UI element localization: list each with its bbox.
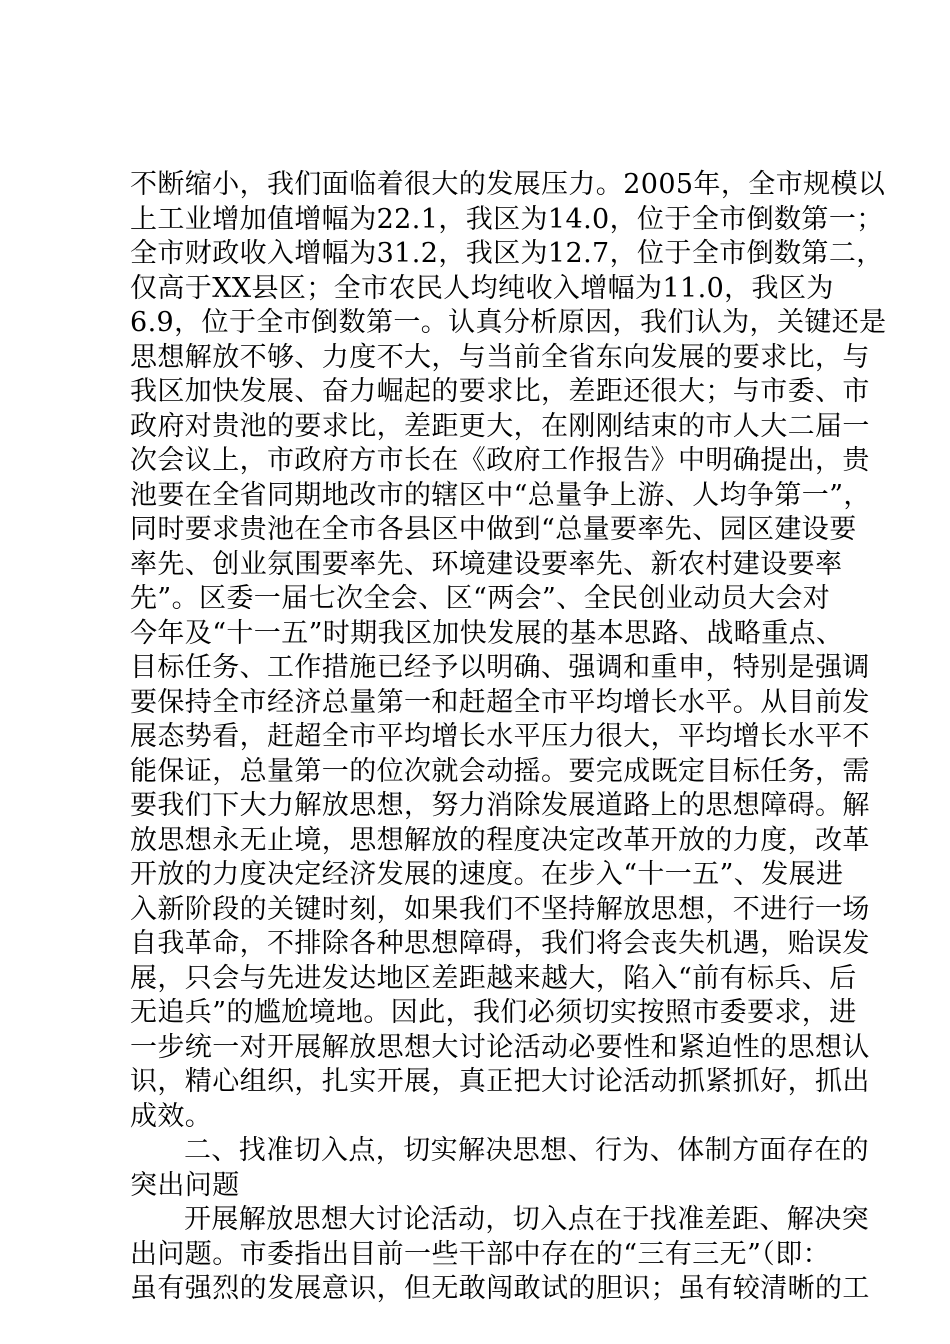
text-line: 仅高于XX县区；全市农民人均纯收入增幅为11.0，我区为 — [130, 272, 834, 304]
text-line: 率先、创业氛围要率先、环境建设要率先、新农村建设要率 — [130, 548, 843, 580]
text-line: 一步统一对开展解放思想大讨论活动必要性和紧迫性的思想认 — [130, 1031, 870, 1063]
text-line: 展态势看，赶超全市平均增长水平压力很大，平均增长水平不 — [130, 721, 870, 752]
text-line: 无追兵”的尴尬境地。因此，我们必须切实按照市委要求，进 — [130, 997, 857, 1028]
section-heading-line: 突出问题 — [130, 1169, 240, 1201]
text-line: 同时要求贵池在全市各县区中做到“总量要率先、园区建设要 — [130, 514, 857, 545]
text-line: 次会议上，市政府方市长在《政府工作报告》中明确提出，贵 — [130, 445, 870, 476]
text-line: 今年及“十一五”时期我区加快发展的基本思路、战略重点、 — [130, 617, 844, 649]
document-body — [130, 168, 887, 1307]
text-line: 入新阶段的关键时刻，如果我们不坚持解放思想，不进行一场 — [130, 893, 870, 925]
text-line: 先”。区委一届七次全会、区“两会”、全民创业动员大会对 — [130, 583, 831, 614]
text-line: 自我革命，不排除各种思想障碍，我们将会丧失机遇，贻误发 — [130, 928, 870, 959]
text-line: 上工业增加值增幅为22.1，我区为14.0，位于全市倒数第一； — [130, 203, 884, 235]
text-line: 池要在全省同期地改市的辖区中“总量争上游、人均争第一”， — [130, 479, 871, 511]
text-line: 展，只会与先进发达地区差距越来越大，陷入“前有标兵、后 — [130, 962, 857, 994]
text-line: 要保持全市经济总量第一和赶超全市平均增长水平。从目前发 — [130, 686, 870, 718]
text-line: 开展解放思想大讨论活动，切入点在于找准差距、解决突 — [184, 1204, 869, 1235]
text-line: 要我们下大力解放思想，努力消除发展道路上的思想障碍。解 — [130, 790, 870, 821]
text-line: 不断缩小，我们面临着很大的发展压力。2005年，全市规模以 — [130, 169, 886, 200]
text-line: 政府对贵池的要求比，差距更大，在刚刚结束的市人大二届一 — [130, 410, 870, 442]
text-line: 我区加快发展、奋力崛起的要求比，差距还很大；与市委、市 — [130, 376, 870, 407]
text-line: 开放的力度决定经济发展的速度。在步入“十一五”、发展进 — [130, 859, 844, 890]
text-line: 识，精心组织，扎实开展，真正把大讨论活动抓紧抓好，抓出 — [130, 1066, 870, 1097]
text-line: 全市财政收入增幅为31.2，我区为12.7，位于全市倒数第二， — [130, 238, 884, 269]
text-line: 目标任务、工作措施已经予以明确、强调和重申，特别是强调 — [130, 652, 870, 683]
text-line: 能保证，总量第一的位次就会动摇。要完成既定目标任务，需 — [130, 755, 870, 787]
text-line: 思想解放不够、力度不大，与当前全省东向发展的要求比，与 — [130, 341, 870, 373]
text-line: 出问题。市委指出目前一些干部中存在的“三有三无”（即： — [130, 1238, 830, 1270]
text-line: 6.9，位于全市倒数第一。认真分析原因，我们认为，关键还是 — [130, 307, 887, 338]
text-line: 成效。 — [130, 1100, 213, 1132]
section-heading-line: 二、找准切入点，切实解决思想、行为、体制方面存在的 — [184, 1135, 869, 1166]
text-line: 虽有强烈的发展意识，但无敢闯敢试的胆识；虽有较清晰的工 — [130, 1273, 870, 1304]
text-line: 放思想永无止境，思想解放的程度决定改革开放的力度，改革 — [130, 824, 870, 856]
